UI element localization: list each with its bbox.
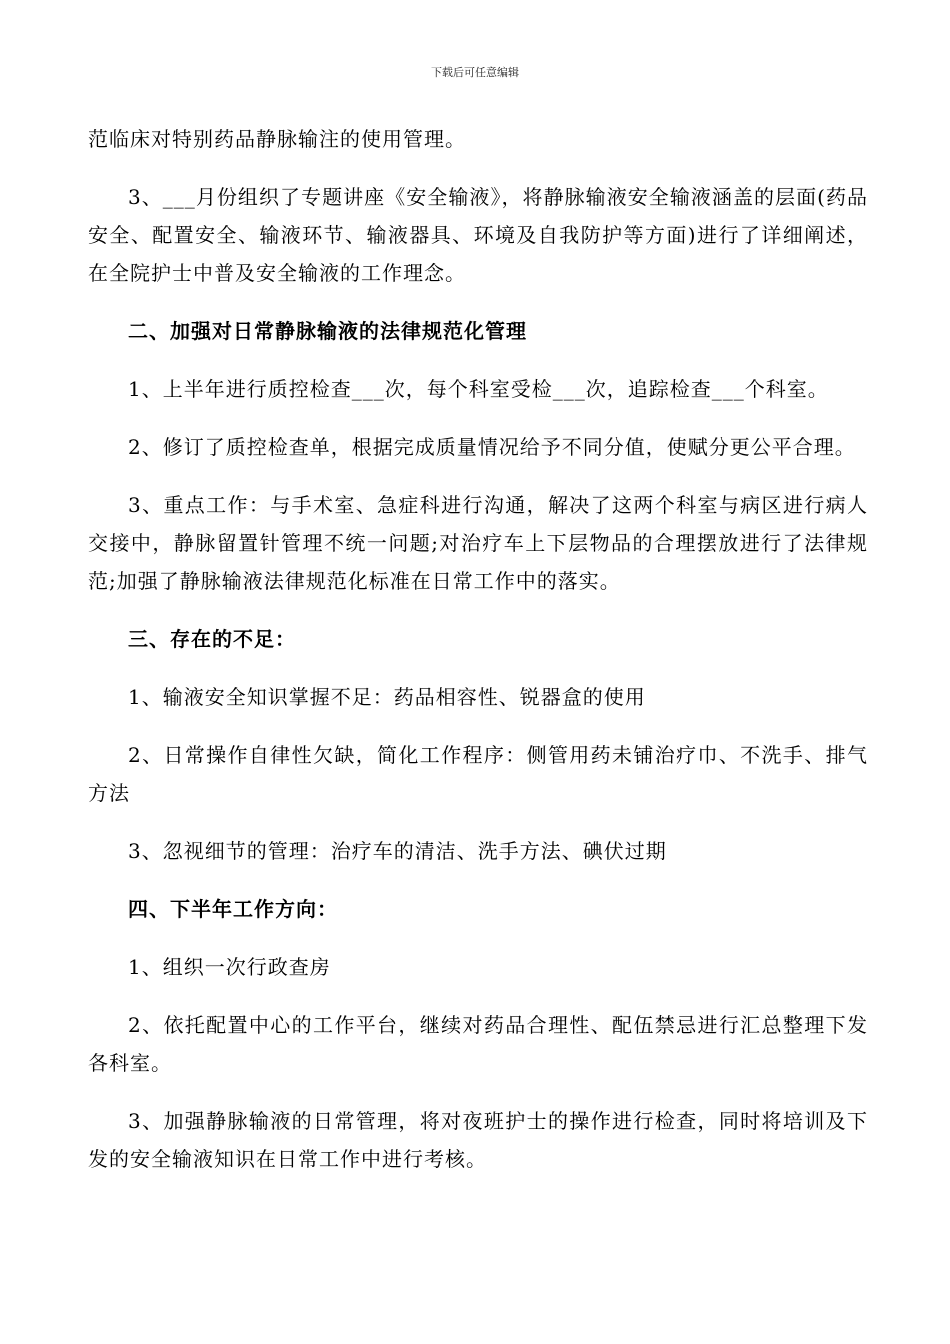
document-body <box>88 120 868 1198</box>
paragraph-plan-3: 3、加强静脉输液的日常管理，将对夜班护士的操作进行检查，同时将培训及下发的安全输液知识在日常工作中进行考核。 <box>88 1109 868 1171</box>
paragraph-key-work: 3、重点工作：与手术室、急症科进行沟通，解决了这两个科室与病区进行病人交接中，静脉留置针管理不统一问题;对治疗车上下层物品的合理摆放进行了法律规范;加强了静脉输液法律规范化标准在日常工作中的落实。 <box>88 493 868 593</box>
paragraph-lecture: 3、___月份组织了专题讲座《安全输液》，将静脉输液安全输液涵盖的层面(药品安全、配置安全、输液环节、输液器具、环境及自我防护等方面)进行了详细阐述，在全院护士中普及安全输液的工作理念。 <box>88 185 868 285</box>
section-heading-3: 三、存在的不足： <box>128 627 296 651</box>
paragraph-plan-2: 2、依托配置中心的工作平台，继续对药品合理性、配伍禁忌进行汇总整理下发各科室。 <box>88 1013 868 1075</box>
paragraph-continuation: 范临床对特别药品静脉输注的使用管理。 <box>88 127 466 151</box>
section-heading-4: 四、下半年工作方向： <box>128 897 338 921</box>
paragraph-plan-1: 1、组织一次行政查房 <box>128 955 331 979</box>
page-header: 下载后可任意编辑 <box>431 66 519 79</box>
paragraph-qc-form: 2、修订了质控检查单，根据完成质量情况给予不同分值，使赋分更公平合理。 <box>128 435 856 459</box>
paragraph-deficiency-3: 3、忽视细节的管理：治疗车的清洁、洗手方法、碘伏过期 <box>128 839 667 863</box>
paragraph-deficiency-1: 1、输液安全知识掌握不足：药品相容性、锐器盒的使用 <box>128 685 646 709</box>
section-heading-2: 二、加强对日常静脉输液的法律规范化管理 <box>128 319 527 343</box>
paragraph-deficiency-2: 2、日常操作自律性欠缺，简化工作程序：侧管用药未铺治疗巾、不洗手、排气方法 <box>88 743 868 805</box>
paragraph-qc-check: 1、上半年进行质控检查___次，每个科室受检___次，追踪检查___个科室。 <box>128 377 829 401</box>
